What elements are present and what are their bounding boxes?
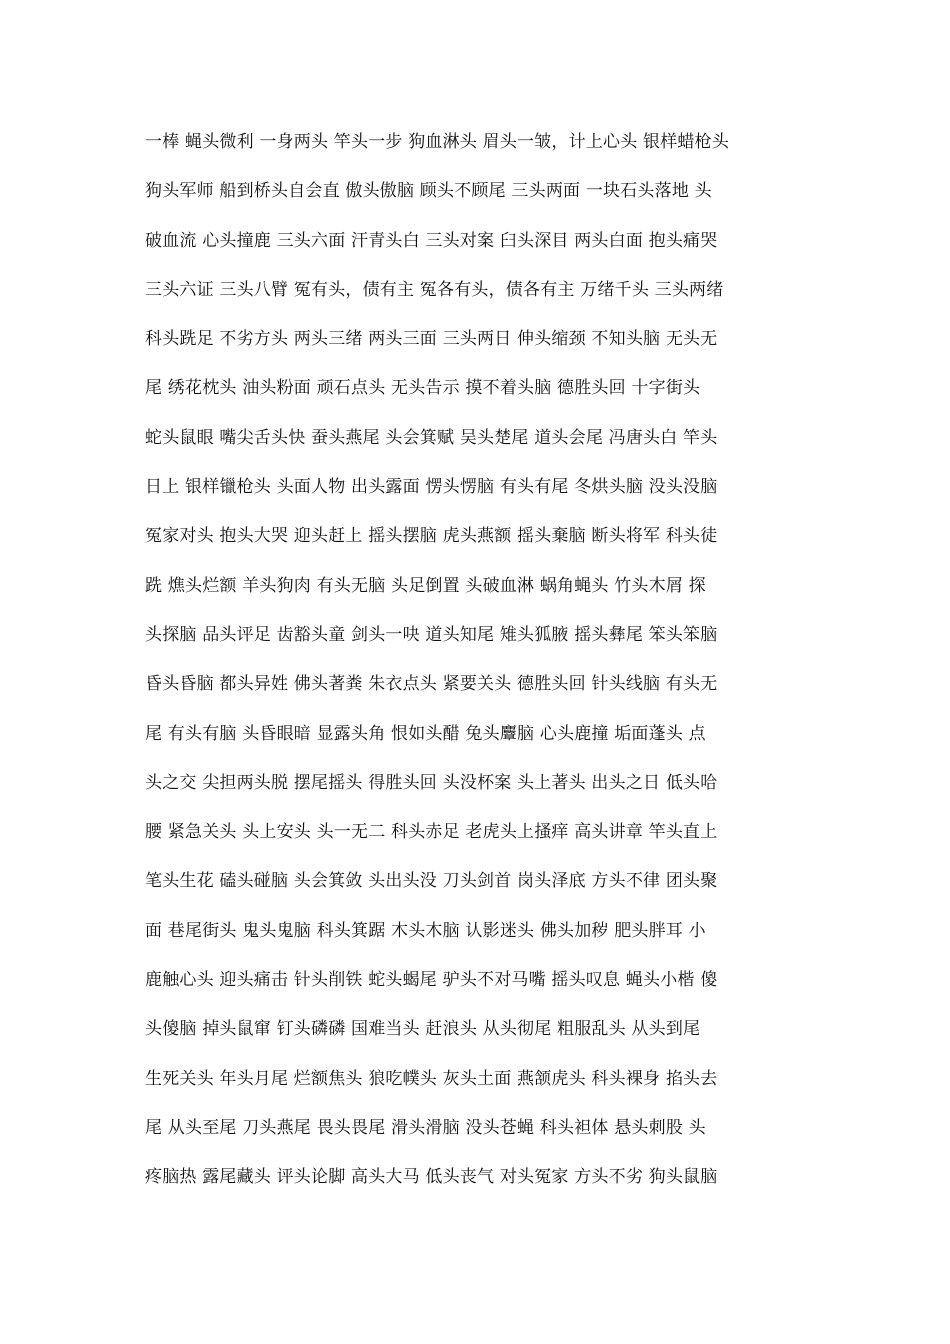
text-line: 疼脑热 露尾藏头 评头论脚 高头大马 低头丧气 对头冤家 方头不劣 狗头鼠脑 (145, 1167, 718, 1188)
text-line: 头傻脑 掉头鼠窜 钉头磷磷 国难当头 赶浪头 从头彻尾 粗服乱头 从头到尾 (145, 1019, 701, 1040)
text-line: 日上 银样镴枪头 头面人物 出头露面 愣头愣脑 有头有尾 冬烘头脑 没头没脑 (145, 477, 718, 498)
text-line: 科头跣足 不劣方头 两头三绪 两头三面 三头两日 伸头缩颈 不知头脑 无头无 (145, 329, 718, 350)
text-line: 尾 从头至尾 刀头燕尾 畏头畏尾 滑头滑脑 没头苍蝇 科头袒体 悬头刺股 头 (145, 1117, 706, 1138)
text-line: 蛇头鼠眼 嘴尖舌头快 蚕头燕尾 头会箕赋 吴头楚尾 道头会尾 冯唐头白 竿头 (145, 427, 718, 448)
text-line: 笔头生花 磕头碰脑 头会箕敛 头出头没 刀头剑首 岗头泽底 方头不律 团头聚 (145, 871, 718, 892)
text-line: 尾 有头有脑 头昏眼暗 显露头角 恨如头醋 兔头麞脑 心头鹿撞 垢面蓬头 点 (145, 723, 706, 744)
idiom-text-block (145, 118, 815, 1203)
text-line: 狗头军师 船到桥头自会直 傲头傲脑 顾头不顾尾 三头两面 一块石头落地 头 (145, 181, 712, 202)
text-line: 头之交 尖担两头脱 摆尾摇头 得胜头回 头没杯案 头上著头 出头之日 低头哈 (145, 772, 718, 793)
text-line: 腰 紧急关头 头上安头 头一无二 科头赤足 老虎头上搔痒 高头讲章 竿头直上 (145, 822, 718, 843)
text-line: 鹿触心头 迎头痛击 针头削铁 蛇头蝎尾 驴头不对马嘴 摇头叹息 蝇头小楷 傻 (145, 970, 718, 991)
text-line: 生死关头 年头月尾 烂额焦头 狼吃幞头 灰头土面 燕颔虎头 科头裸身 掐头去 (145, 1068, 718, 1089)
text-line: 三头六证 三头八臂 冤有头，债有主 冤各有头，债各有主 万绪千头 三头两绪 (145, 279, 724, 300)
text-line: 昏头昏脑 都头异姓 佛头著粪 朱衣点头 紧要关头 德胜头回 针头线脑 有头无 (145, 674, 718, 695)
text-line: 一棒 蝇头微利 一身两头 竿头一步 狗血淋头 眉头一皱，计上心头 银样蜡枪头 (145, 132, 730, 152)
text-line: 头探脑 品头评足 齿豁头童 剑头一吷 道头知尾 雉头狐腋 摇头彝尾 笨头笨脑 (145, 624, 718, 645)
text-line: 破血流 心头撞鹿 三头六面 汗青头白 三头对案 臼头深目 两头白面 抱头痛哭 (145, 230, 718, 251)
text-line: 跣 燋头烂额 羊头狗肉 有头无脑 头足倒置 头破血淋 蜗角蝇头 竹头木屑 探 (145, 575, 706, 596)
text-line: 尾 绣花枕头 油头粉面 顽石点头 无头告示 摸不着头脑 德胜头回 十字街头 (145, 378, 701, 399)
text-line: 面 巷尾街头 鬼头鬼脑 科头箕踞 木头木脑 认影迷头 佛头加秽 肥头胖耳 小 (145, 920, 706, 941)
text-line: 冤家对头 抱头大哭 迎头赶上 摇头摆脑 虎头燕额 摇头棄脑 断头将军 科头徒 (145, 526, 718, 547)
